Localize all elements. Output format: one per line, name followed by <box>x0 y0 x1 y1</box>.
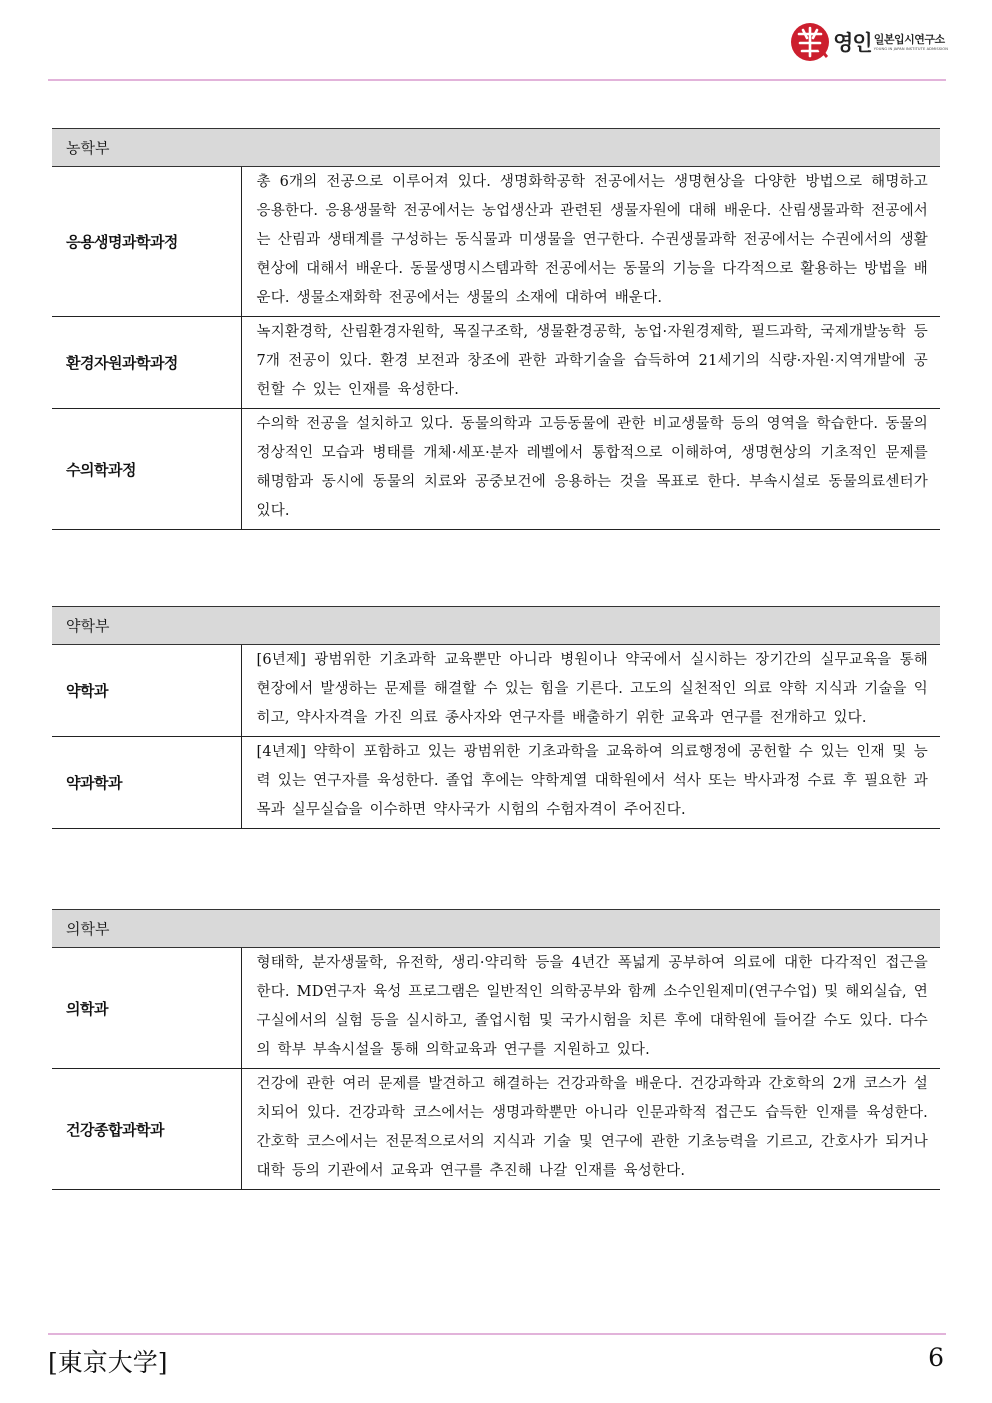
course-description: 총 6개의 전공으로 이루어져 있다. 생명화학공학 전공에서는 생명현상을 다양한 방법으로 해명하고 응용한다. 응용생물학 전공에서는 농업생산과 관련된 생물자원에 대해 배운다. 산림생물과학 전공에서는 산림과 생태계를 구성하는 동식물과 미생물을 연구한다. 수권생물과학 전공에서는 수권에서의 생활현상에 대해서 배운다. 동물생명시스템과학 전공에서는 동물의 기능을 다각적으로 활용하는 방법을 배운다. 생물소재화학 전공에서는 생물의 소재에 대하여 배운다. <box>241 167 940 317</box>
course-name: 의학과 <box>52 948 241 1069</box>
section-title: 농학부 <box>52 129 940 167</box>
section-title: 약학부 <box>52 607 940 645</box>
header-divider <box>48 79 946 81</box>
table-row <box>52 737 940 829</box>
table-row <box>52 1069 940 1190</box>
course-description: [4년제] 약학이 포함하고 있는 광범위한 기초과학을 교육하여 의료행정에 공헌할 수 있는 인재 및 능력 있는 연구자를 육성한다. 졸업 후에는 약학계열 대학원에서 석사 또는 박사과정 수료 후 필요한 과목과 실무실습을 이수하면 약사국가 시험의 수험자격이 주어진다. <box>241 737 940 829</box>
logo-subtitle-text: YOUNG IN JAPAN INSTITUTE ADMISSION <box>873 46 948 51</box>
faculty-table-medicine <box>52 909 940 1190</box>
course-name: 환경자원과학과정 <box>52 317 241 409</box>
faculty-table-agriculture <box>52 128 940 530</box>
table-row <box>52 948 940 1069</box>
faculty-table-pharmacy <box>52 606 940 829</box>
course-name: 수의학과정 <box>52 409 241 530</box>
course-description: 수의학 전공을 설치하고 있다. 동물의학과 고등동물에 관한 비교생물학 등의 영역을 학습한다. 동물의 정상적인 모습과 병태를 개체·세포·분자 레벨에서 통합적으로 이해하여, 생명현상의 기초적인 문제를 해명함과 동시에 동물의 치료와 공중보건에 응용하는 것을 목표로 한다. 부속시설로 동물의료센터가 있다. <box>241 409 940 530</box>
page-number: 6 <box>928 1343 944 1372</box>
institute-logo <box>789 20 948 64</box>
footer-university: [東京大学] <box>48 1348 168 1377</box>
table-row <box>52 409 940 530</box>
course-name: 건강종합과학과 <box>52 1069 241 1190</box>
logo-emblem-icon <box>789 21 831 63</box>
footer-divider <box>48 1333 946 1335</box>
course-description: 녹지환경학, 산림환경자원학, 목질구조학, 생물환경공학, 농업·자원경제학, 필드과학, 국제개발농학 등 7개 전공이 있다. 환경 보전과 창조에 관한 과학기술을 습득하여 21세기의 식량·자원·지역개발에 공헌할 수 있는 인재를 육성한다. <box>241 317 940 409</box>
table-row <box>52 167 940 317</box>
section-title: 의학부 <box>52 910 940 948</box>
logo-brand-text: 영인 <box>833 31 872 55</box>
logo-name-text: 일본입시연구소 <box>873 32 945 46</box>
course-name: 약학과 <box>52 645 241 737</box>
course-name: 응용생명과학과정 <box>52 167 241 317</box>
course-description: 건강에 관한 여러 문제를 발견하고 해결하는 건강과학을 배운다. 건강과학과 간호학의 2개 코스가 설치되어 있다. 건강과학 코스에서는 생명과학뿐만 아니라 인문과학적 접근도 습득한 인재를 육성한다. 간호학 코스에서는 전문적으로서의 지식과 기술 및 연구에 관한 기초능력을 기르고, 간호사가 되거나 대학 등의 기관에서 교육과 연구를 추진해 나갈 인재를 육성한다. <box>241 1069 940 1190</box>
table-row <box>52 645 940 737</box>
course-description: 형태학, 분자생물학, 유전학, 생리·약리학 등을 4년간 폭넓게 공부하여 의료에 대한 다각적인 접근을 한다. MD연구자 육성 프로그램은 일반적인 의학공부와 함께 소수인원제미(연구수업) 및 해외실습, 연구실에서의 실험 등을 실시하고, 졸업시험 및 국가시험을 치른 후에 대학원에 들어갈 수도 있다. 다수의 학부 부속시설을 통해 의학교육과 연구를 지원하고 있다. <box>241 948 940 1069</box>
table-row <box>52 317 940 409</box>
course-description: [6년제] 광범위한 기초과학 교육뿐만 아니라 병원이나 약국에서 실시하는 장기간의 실무교육을 통해 현장에서 발생하는 문제를 해결할 수 있는 힘을 기른다. 고도의 실천적인 의료 약학 지식과 기술을 익히고, 약사자격을 가진 의료 종사자와 연구자를 배출하기 위한 교육과 연구를 전개하고 있다. <box>241 645 940 737</box>
course-name: 약과학과 <box>52 737 241 829</box>
